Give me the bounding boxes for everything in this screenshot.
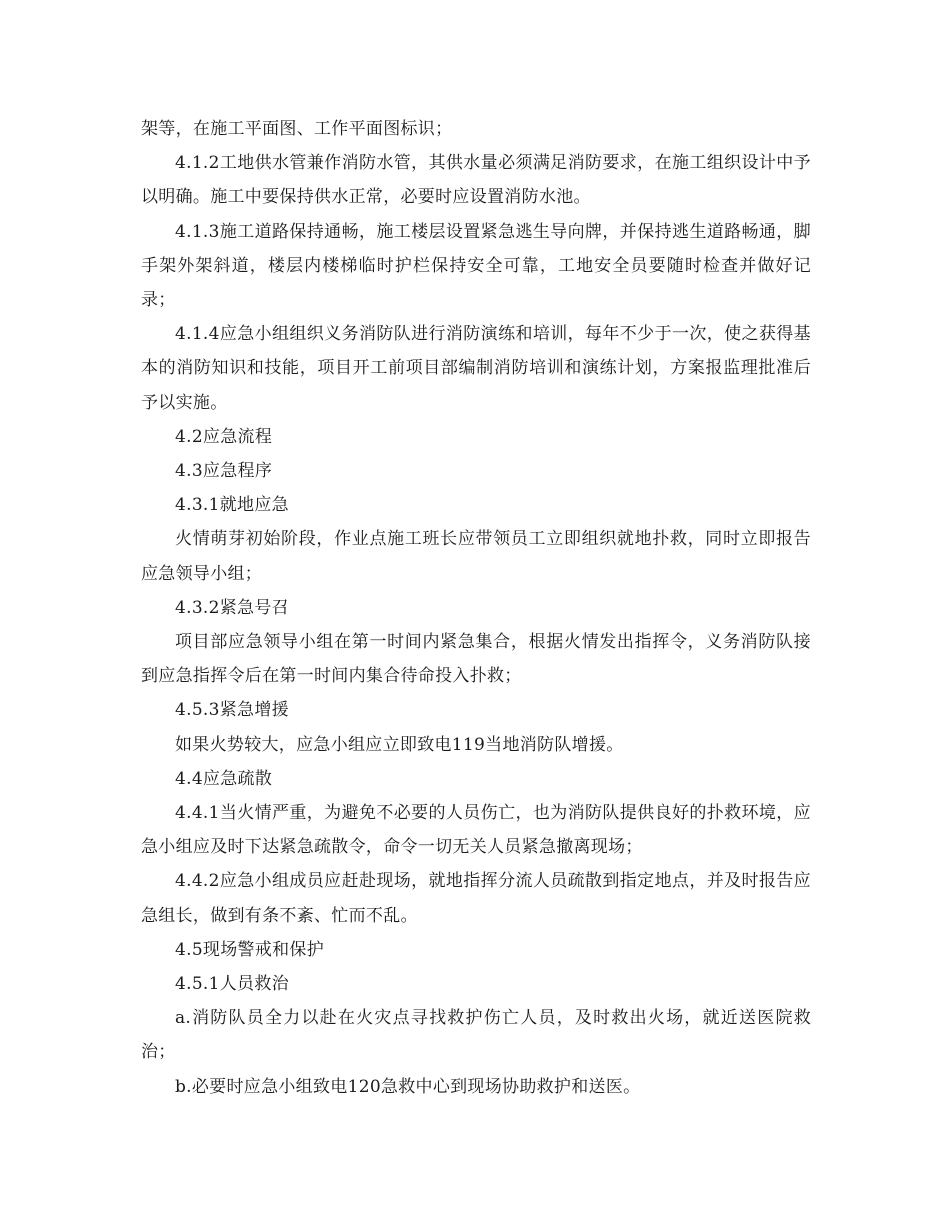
paragraph: 4.1.3施工道路保持通畅，施工楼层设置紧急逃生导向牌，并保持逃生道路畅通，脚手架外架斜道，楼层内楼梯临时护栏保持安全可靠，工地安全员要随时检查并做好记录； <box>141 221 811 311</box>
paragraph: 架等，在施工平面图、工作平面图标识； <box>141 119 453 139</box>
list-item: a.消防队员全力以赴在火灾点寻找救护伤亡人员，及时救出火场，就近送医院救治； <box>141 1008 811 1063</box>
paragraph: 火情萌芽初始阶段，作业点施工班长应带领员工立即组织就地扑救，同时立即报告应急领导小组； <box>141 529 811 584</box>
paragraph: 4.1.4应急小组组织义务消防队进行消防演练和培训，每年不少于一次，使之获得基本的消防知识和技能，项目开工前项目部编制消防培训和演练计划，方案报监理批准后予以实施。 <box>141 324 811 413</box>
paragraph: 4.4.1当火情严重，为避免不必要的人员伤亡，也为消防队提供良好的扑救环境，应急小组应及时下达紧急疏散令，命令一切无关人员紧急撤离现场； <box>141 803 811 858</box>
document-page <box>141 112 811 1104</box>
subsection-heading: 4.5.1人员救治 <box>175 974 289 995</box>
section-heading: 4.2应急流程 <box>175 426 273 447</box>
subsection-heading: 4.5.3紧急增援 <box>175 700 289 721</box>
list-item: b.必要时应急小组致电120急救中心到现场协助救护和送医。 <box>175 1076 641 1097</box>
subsection-heading: 4.3.1就地应急 <box>175 495 289 516</box>
paragraph: 如果火势较大，应急小组应立即致电119当地消防队增援。 <box>175 734 624 755</box>
section-heading: 4.4应急疏散 <box>175 768 273 789</box>
subsection-heading: 4.3.2紧急号召 <box>175 597 289 618</box>
paragraph: 项目部应急领导小组在第一时间内紧急集合，根据火情发出指挥令，义务消防队接到应急指挥令后在第一时间内集合待命投入扑救； <box>141 632 811 687</box>
paragraph: 4.1.2工地供水管兼作消防水管，其供水量必须满足消防要求，在施工组织设计中予以明确。施工中要保持供水正常，必要时应设置消防水池。 <box>141 153 811 208</box>
section-heading: 4.5现场警戒和保护 <box>175 939 325 960</box>
paragraph: 4.4.2应急小组成员应赶赴现场，就地指挥分流人员疏散到指定地点，并及时报告应急组长，做到有条不紊、忙而不乱。 <box>141 871 811 926</box>
section-heading: 4.3应急程序 <box>175 461 273 482</box>
